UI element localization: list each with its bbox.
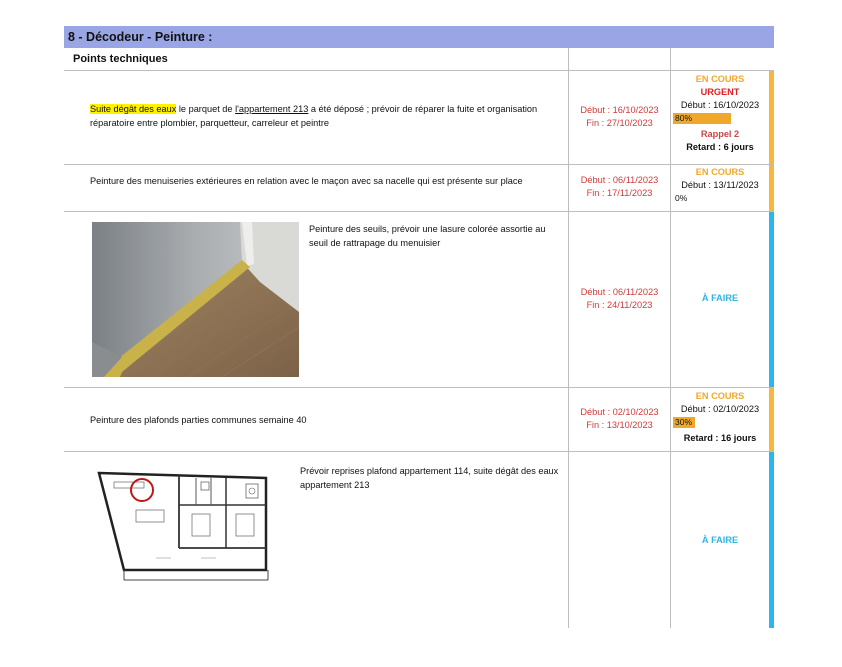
task-status: [671, 166, 769, 204]
end-date: Fin : 27/10/2023: [586, 118, 653, 128]
threshold-photo: [92, 222, 299, 377]
task-row-3[interactable]: [64, 212, 774, 388]
task-row-5[interactable]: [64, 452, 774, 628]
section-title: 8 - Décodeur - Peinture :: [64, 26, 774, 48]
status-stripe: [769, 452, 774, 628]
task-row-1[interactable]: [64, 71, 774, 165]
floor-plan-image: [96, 470, 271, 582]
start-date: Début : 06/11/2023: [580, 175, 659, 185]
status-stripe: [769, 71, 774, 164]
progress-bar: [671, 193, 769, 204]
status-stripe: [769, 165, 774, 211]
status-stripe: [769, 212, 774, 387]
status-stripe: [769, 388, 774, 451]
delay-label: Retard : 16 jours: [683, 433, 757, 443]
end-date: Fin : 24/11/2023: [586, 300, 653, 310]
task-status: [671, 73, 769, 154]
progress-label: 30%: [675, 417, 693, 427]
subheader-row: [64, 48, 774, 71]
status-start-date: Début : 02/10/2023: [680, 404, 760, 414]
subheader-label: Points techniques: [73, 53, 168, 65]
start-date: Début : 02/10/2023: [580, 407, 659, 417]
task-status: [671, 534, 769, 547]
delay-label: Retard : 6 jours: [686, 142, 754, 152]
report-page: [64, 26, 774, 545]
status-badge: À FAIRE: [701, 535, 739, 545]
task-description: Peinture des menuiseries extérieures en relation avec le maçon avec sa nacelle qui est présente sur place: [90, 176, 523, 186]
task-description: Suite dégât des eaux le parquet de l'appartement 213 a été déposé ; prévoir de réparer la fuite et organisation réparatoire entre plombier, parquetteur, carreleur et peintre: [90, 104, 538, 128]
task-dates: [569, 286, 670, 312]
status-badge: EN COURS: [695, 391, 745, 401]
task-row-4[interactable]: [64, 388, 774, 452]
progress-label: 0%: [675, 193, 688, 203]
status-start-date: Début : 13/11/2023: [681, 180, 759, 190]
status-badge: EN COURS: [695, 167, 745, 177]
apartment-link[interactable]: l'appartement 213: [235, 104, 309, 114]
task-status: [671, 292, 769, 305]
end-date: Fin : 13/10/2023: [586, 420, 653, 430]
task-row-2[interactable]: [64, 165, 774, 212]
progress-bar: [671, 417, 769, 428]
task-status: [671, 390, 769, 445]
task-dates: [569, 104, 670, 130]
progress-label: 80%: [675, 113, 693, 123]
start-date: Début : 06/11/2023: [580, 287, 659, 297]
task-description: Peinture des plafonds parties communes semaine 40: [90, 415, 307, 425]
status-badge: À FAIRE: [701, 293, 739, 303]
priority-badge: URGENT: [700, 87, 740, 97]
task-description: Peinture des seuils, prévoir une lasure colorée assortie au seuil de rattrapage du menuisier: [309, 224, 546, 248]
progress-bar: [671, 113, 769, 124]
task-dates: [569, 406, 670, 432]
status-start-date: Début : 16/10/2023: [680, 100, 760, 110]
reminder-label: Rappel 2: [700, 129, 740, 139]
task-description: Prévoir reprises plafond appartement 114, suite dégât des eaux appartement 213: [300, 466, 559, 490]
end-date: Fin : 17/11/2023: [586, 188, 653, 198]
status-badge: EN COURS: [695, 74, 745, 84]
task-dates: [569, 174, 670, 200]
start-date: Début : 16/10/2023: [580, 105, 659, 115]
